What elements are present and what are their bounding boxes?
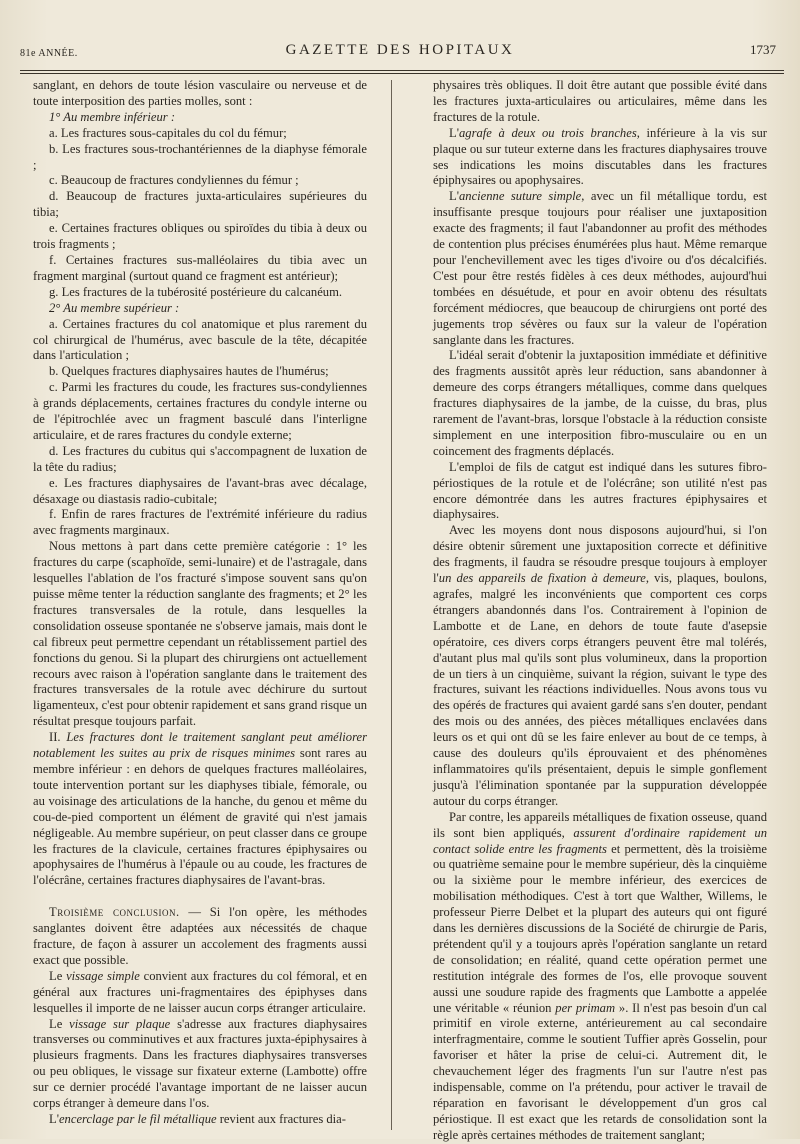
paragraph: sanglant, en dehors de toute lésion vasculaire ou nerveuse et de toute interposition des parties molles, sont : xyxy=(33,78,367,108)
paragraph: L'idéal serait d'obtenir la juxtaposition immédiate et définitive des fragments aussitôt après leur réduction, sans abandonner à demeure des corps étrangers métalliques, comme dans quelques fractures diaphysaires de la jambe, de la cuisse, du bras, plus rarement de l'avant-bras, lorsque l'obstacle à la réduction consiste simplement en une interposition fibro-musculaire ou en un coincement des fragments déplacés. xyxy=(433,348,767,458)
list-item: a. Certaines fractures du col anatomique et plus rarement du col chirurgical de l'humérus, avec bascule de la tête, décapitée dans l'articulation ; xyxy=(33,316,367,363)
list-item: g. Les fractures de la tubérosité postérieure du calcanéum. xyxy=(49,284,343,299)
paragraph: Nous mettons à part dans cette première catégorie : 1° les fractures du carpe (scaphoïde, semi-lunaire) et de l'astragale, dans lesquelles l'ablation de l'os fracturé s'impose souvent sans qu'on puisse même tenter la réduction sanglante des fragments; et 2° les fractures transversales de la rotule, dans lesquelles la consolidation osseuse spontanée ne s'observe jamais, mais dont le cal fibreux peut permettre cependant un rétablissement partiel des fonctions du genou. Si la plupart des chirurgiens ont actuellement recours avec raison à l'opération sanglante dans le traitement des fractures transversales de la rotule avec déchirure du surtout ligamenteux, c'est pour obtenir rapidement et sans grand risque un résultat presque toujours parfait. xyxy=(33,539,367,729)
column-separator xyxy=(391,80,392,1130)
section-gap xyxy=(33,889,367,905)
header-rule-thick xyxy=(20,70,784,71)
paragraph: physaires très obliques. Il doit être autant que possible évité dans les fractures juxta-articulaires ou articulaires, même dans les fractures de la rotule. xyxy=(433,78,767,124)
paragraph: Avec les moyens dont nous disposons aujourd'hui, si l'on désire obtenir sûrement une juxtaposition correcte et définitive des fragments, il faudra se résoudre presque toujours à employer l'un des appareils de fixation à demeure, vis, plaques, boulons, agrafes, malgré les inconvénients que comportent ces corps étrangers abandonnés dans l'os. Contrairement à l'opinion de Lambotte et de Lane, en dehors de toute faute d'asepsie opératoire, ces divers corps étrangers peuvent être mal tolérés, d'autant plus mal qu'ils sont plus volumineux, dans la proportion de un tiers à un cinquième, suivant la région, suivant le type des fractures, suivant les réactions individuelles. Nous avons tous vu des opérés de fractures qui avaient gardé sans s'en douter, pendant des mois ou des années, des pièces métalliques enclavées dans leurs os et qui ont dû se les faire enlever au bout de ce temps, à cause des douleurs qu'ils éprouvaient et des phénomènes inflammatoires qu'ils présentaient, depuis le simple gonflement jusqu'à l'élimination spontanée par la suppuration développée autour du corps étranger. xyxy=(433,523,767,808)
list-item: d. Les fractures du cubitus qui s'accompagnent de luxation de la tête du radius; xyxy=(33,443,367,474)
issue-year: 81e ANNÉE. xyxy=(20,48,78,59)
left-column xyxy=(33,78,367,1133)
list-item: e. Les fractures diaphysaires de l'avant-bras avec décalage, désaxage ou diastasis radio-cubitale; xyxy=(33,475,367,506)
list-item: f. Certaines fractures sus-malléolaires du tibia avec un fragment marginal (surtout quand ce fragment est antérieur); xyxy=(33,252,367,283)
paragraph: L'agrafe à deux ou trois branches, inférieure à la vis sur plaque ou sur tuteur externe dans les fractures diaphysaires trouve ses indications les moins discutables dans les fractures épiphysaires ou apophysaires. xyxy=(433,125,767,188)
list-item: e. Certaines fractures obliques ou spiroïdes du tibia à deux ou trois fragments ; xyxy=(33,221,367,252)
paragraph: L'encerclage par le fil métallique revient aux fractures dia- xyxy=(49,1112,346,1126)
section-paragraph: Troisième conclusion. — Si l'on opère, les méthodes sanglantes doivent être adaptées aux nécessités de chaque fracture, de façon à assurer un accolement des fragments aussi exact que possible. xyxy=(33,905,367,967)
list-item: b. Quelques fractures diaphysaires hautes de l'humérus; xyxy=(49,364,329,379)
list-heading: 2° Au membre supérieur : xyxy=(49,300,180,315)
page-number: 1737 xyxy=(750,42,776,57)
list-item: d. Beaucoup de fractures juxta-articulaires supérieures du tibia; xyxy=(33,189,367,220)
right-column xyxy=(433,78,768,1142)
paragraph: L'emploi de fils de catgut est indiqué dans les sutures fibro-périostiques de la rotule et de l'olécrâne; son utilité n'est pas encore démontrée dans les autres fractures épiphysaires et diaphysaires. xyxy=(433,459,767,522)
list-item: b. Les fractures sous-trochantériennes de la diaphyse fémorale ; xyxy=(33,141,367,172)
list-item: c. Beaucoup de fractures condyliennes du fémur ; xyxy=(49,173,299,188)
list-item: f. Enfin de rares fractures de l'extrémité inférieure du radius avec fragments marginaux. xyxy=(33,507,367,538)
list-heading: 1° Au membre inférieur : xyxy=(49,109,176,124)
list-item: c. Parmi les fractures du coude, les fractures sus-condyliennes à grands déplacements, certaines fractures du condyle interne ou de l'épitrochlée avec un fragment basculé dans l'interligne articulaire, et de rares fractures du condyle externe; xyxy=(33,380,367,442)
list-item: a. Les fractures sous-capitales du col du fémur; xyxy=(49,125,287,140)
paragraph: L'ancienne suture simple, avec un fil métallique tordu, est insuffisante presque toujours pour réaliser une juxtaposition exacte des fragments; il faut l'abandonner au profit des méthodes de contention plus précises énumérées plus haut. Même remarque pour l'enchevillement avec les tiges d'ivoire ou d'os décalcifiés. C'est pour être restés fidèles à ces deux méthodes, aujourd'hui tombées en désuétude, et pour en avoir obtenu des résultats forcément médiocres, que beaucoup de chirurgiens ont porté des jugements trop sévères ou faux sur la valeur de l'opération sanglante dans les fractures. xyxy=(433,189,767,347)
paragraph: Le vissage sur plaque s'adresse aux fractures diaphysaires transverses ou comminutives et aux fractures juxta-épiphysaires à plusieurs fragments. Dans les fractures diaphysaires transverses ou peu obliques, le vissage sur fixateur externe (Lambotte) offre sur ce dernier procédé l'avantage important de ne laisser aucun corps étranger à demeure dans l'os. xyxy=(33,1016,368,1111)
section-heading: Troisième conclusion. xyxy=(49,905,180,920)
paragraph: Par contre, les appareils métalliques de fixation osseuse, quand ils sont bien appliqués, assurent d'ordinaire rapidement un contact solide entre les fragments et permettent, dès la troisième ou quatrième semaine pour le membre supérieur, dès la cinquième ou la sixième pour le membre inférieur, des exercices de mobilisation méthodiques. C'est à tort que Walther, Willems, le professeur Pierre Delbet et la plupart des auteurs qui ont figuré dans les dernières discussions de la Société de chirurgie de Paris, prétendent qu'il y a toujours après l'opération sanglante un retard de consolidation; en réalité, quand cette opération permet une restitution intégrale des formes de l'os, elle provoque souvent aussi une soudure rapide des fragments que Lambotte a appelée une véritable « réunion per primam ». Il n'est pas besoin d'un cal primitif en virole externe, antérieurement au cal secondaire interfragmentaire, comme le soutient Tuffier après Gosselin, pour favoriser et hâter la prise de celui-ci. Autrement dit, le chevauchement léger des fragments l'un sur l'autre n'est pas indispensable, comme on l'a prétendu, pour activer le travail de réparation en favorisant le développement d'un gros cal périostique. Il est exact que les retards de consolidation sont la règle après certaines méthodes de traitement sanglant; xyxy=(433,809,768,1142)
header-rule-thin xyxy=(20,73,784,74)
page-header xyxy=(20,38,780,68)
journal-title: GAZETTE DES HOPITAUX xyxy=(285,42,515,58)
paragraph: II. Les fractures dont le traitement sanglant peut améliorer notablement les suites au prix de risques minimes sont rares au membre inférieur : en dehors de quelques fractures malléolaires, toute intervention portant sur les diaphyses tibiale, fémorale, ou au voisinage des articulations de la hanche, du genou et même du cou-de-pied comportent un élément de gravité qui n'est jamais négligeable. Au membre supérieur, on peut classer dans ce groupe les fractures de la clavicule, certaines fractures épiphysaires ou apophysaires de l'humérus à l'épaule ou au coude, les fractures de l'olécrâne, certaines fractures diaphysaires de l'avant-bras. xyxy=(33,730,367,888)
paragraph: Le vissage simple convient aux fractures du col fémoral, et en général aux fractures uni-fragmentaires des épiphyses dans lesquelles il importe de ne laisser aucun corps étranger articulaire. xyxy=(33,968,367,1015)
